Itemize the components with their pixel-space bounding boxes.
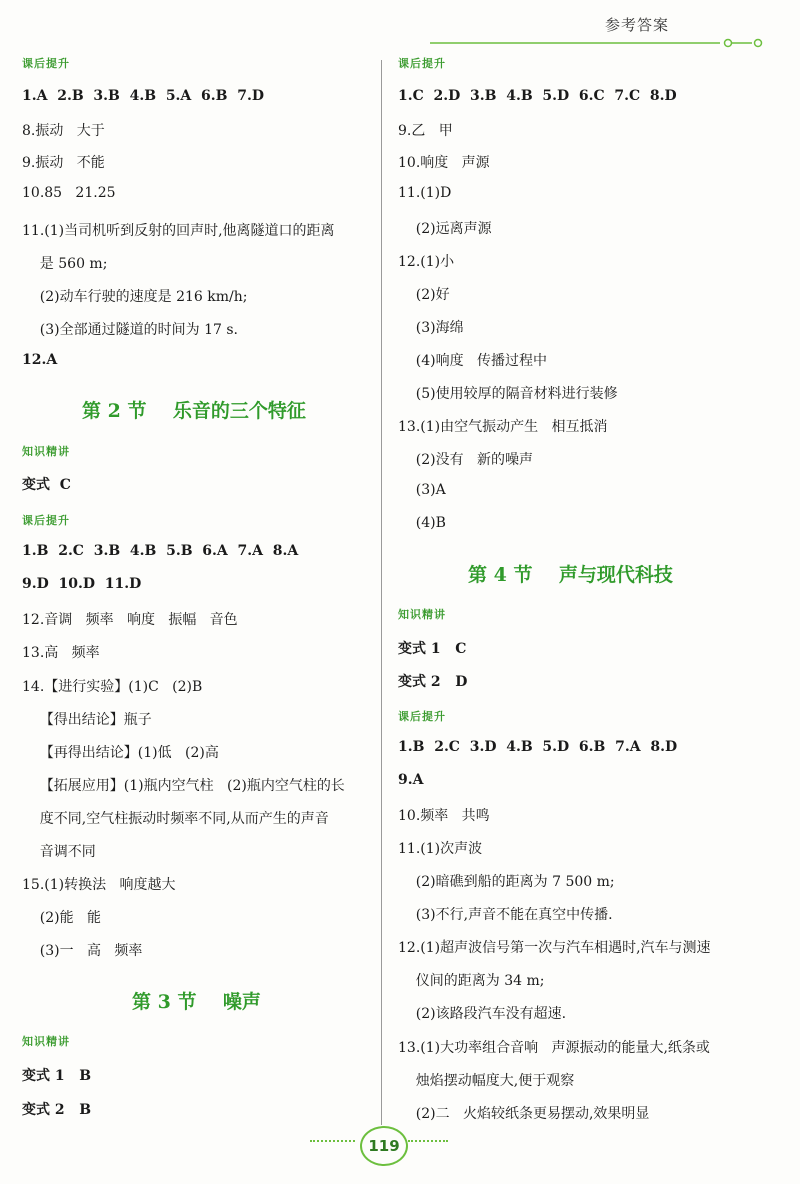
answer-line: 1.B 2.C 3.B 4.B 5.B 6.A 7.A 8.A (22, 543, 299, 559)
answer-line: 12.(1)超声波信号第一次与汽车相遇时,汽车与测速 (398, 940, 711, 956)
answer-line: 仪间的距离为 34 m; (398, 973, 545, 989)
answer-line: 8.振动 大于 (22, 123, 105, 139)
header-title: 参考答案 (605, 16, 670, 34)
answer-line: 12.(1)小 (398, 254, 455, 270)
answer-line: (2)该路段汽车没有超速. (398, 1006, 567, 1022)
answer-line: 11.(1)当司机听到反射的回声时,他离隧道口的距离 (22, 223, 335, 239)
answer-line: 变式 1 B (22, 1068, 92, 1084)
answer-line: 是 560 m; (22, 256, 108, 272)
section-tag: 课后提升 (22, 514, 70, 527)
answer-line: 9.乙 甲 (398, 123, 453, 139)
answer-line: (2)动车行驶的速度是 216 km/h; (22, 289, 248, 305)
answer-line: 9.D 10.D 11.D (22, 576, 142, 592)
answer-line: 【得出结论】瓶子 (22, 712, 152, 728)
answer-line: 9.振动 不能 (22, 155, 105, 171)
section-heading: 第 4 节 声与现代科技 (468, 564, 673, 586)
answer-line: (3)海绵 (398, 320, 464, 336)
footer-rule-left (310, 1140, 355, 1146)
answer-line: 10.85 21.25 (22, 185, 116, 201)
answer-line: (2)没有 新的噪声 (398, 452, 533, 468)
answer-line: 【拓展应用】(1)瓶内空气柱 (2)瓶内空气柱的长 (22, 778, 345, 794)
answer-line: (4)响度 传播过程中 (398, 353, 547, 369)
answer-line: 15.(1)转换法 响度越大 (22, 877, 176, 893)
answer-line: (3)A (398, 482, 446, 498)
answer-line: 变式 C (22, 477, 71, 493)
section-tag: 知识精讲 (22, 445, 70, 458)
answer-line: 13.(1)大功率组合音响 声源振动的能量大,纸条或 (398, 1040, 710, 1056)
answer-line: 14.【进行实验】(1)C (2)B (22, 679, 203, 695)
answer-line: (2)好 (398, 287, 450, 303)
answer-line: 烛焰摆动幅度大,便于观察 (398, 1073, 575, 1089)
section-tag: 课后提升 (22, 57, 70, 70)
answer-line: 变式 2 B (22, 1102, 92, 1118)
section-tag: 课后提升 (398, 57, 446, 70)
answer-line: 【再得出结论】(1)低 (2)高 (22, 745, 219, 761)
answer-line: 1.C 2.D 3.B 4.B 5.D 6.C 7.C 8.D (398, 88, 677, 104)
answer-line: (3)一 高 频率 (22, 943, 143, 959)
answer-line: (2)能 能 (22, 910, 101, 926)
header-decoration (430, 38, 765, 48)
section-tag: 课后提升 (398, 710, 446, 723)
section-tag: 知识精讲 (398, 608, 446, 621)
answer-line: (3)全部通过隧道的时间为 17 s. (22, 322, 238, 338)
section-heading: 第 2 节 乐音的三个特征 (82, 400, 306, 422)
answer-line: 11.(1)次声波 (398, 841, 483, 857)
answer-line: 13.高 频率 (22, 645, 100, 661)
answer-line: 音调不同 (22, 844, 96, 860)
page-number: 119 (360, 1126, 408, 1166)
answer-line: (4)B (398, 515, 446, 531)
answer-line: 9.A (398, 772, 424, 788)
answer-line: (2)远离声源 (398, 221, 492, 237)
answer-line: 13.(1)由空气振动产生 相互抵消 (398, 419, 608, 435)
answer-line: 变式 2 D (398, 674, 468, 690)
answer-line: (2)暗礁到船的距离为 7 500 m; (398, 874, 615, 890)
answer-line: 11.(1)D (398, 185, 452, 201)
answer-line: (2)二 火焰较纸条更易摆动,效果明显 (398, 1106, 650, 1122)
answer-line: 10.频率 共鸣 (398, 808, 490, 824)
footer-rule-right (408, 1140, 448, 1146)
answer-line: (5)使用较厚的隔音材料进行装修 (398, 386, 618, 402)
answer-line: 12.A (22, 352, 58, 368)
answer-line: 变式 1 C (398, 641, 467, 657)
answer-line: 10.响度 声源 (398, 155, 490, 171)
answer-line: 1.A 2.B 3.B 4.B 5.A 6.B 7.D (22, 88, 264, 104)
answer-line: 12.音调 频率 响度 振幅 音色 (22, 612, 238, 628)
column-divider (381, 60, 382, 1125)
answer-line: (3)不行,声音不能在真空中传播. (398, 907, 613, 923)
answer-line: 度不同,空气柱振动时频率不同,从而产生的声音 (22, 811, 329, 827)
section-tag: 知识精讲 (22, 1035, 70, 1048)
section-heading: 第 3 节 噪声 (132, 991, 261, 1013)
answer-line: 1.B 2.C 3.D 4.B 5.D 6.B 7.A 8.D (398, 739, 678, 755)
